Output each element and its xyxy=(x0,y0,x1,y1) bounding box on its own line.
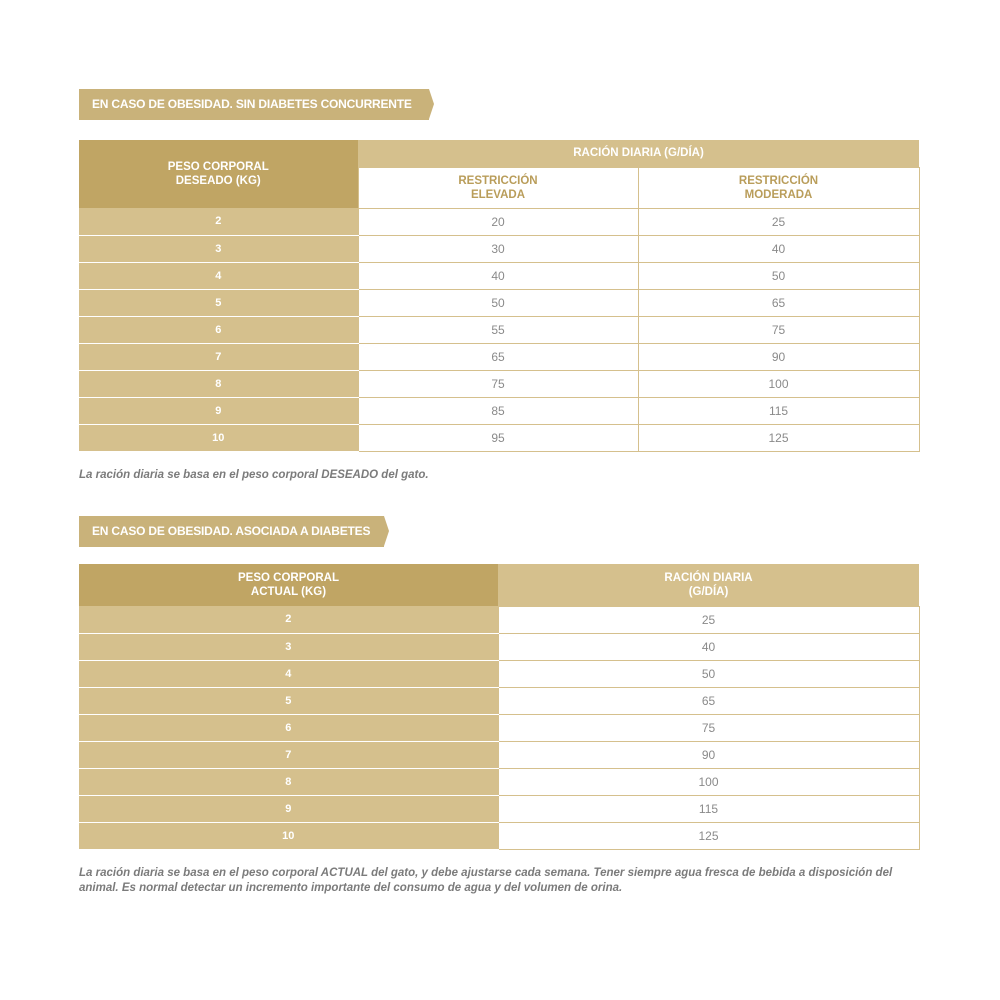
ration-cell: 50 xyxy=(498,660,919,687)
weight-cell: 6 xyxy=(79,316,358,343)
high-cell: 55 xyxy=(358,316,638,343)
moderate-cell: 115 xyxy=(638,397,919,424)
high-cell: 75 xyxy=(358,370,638,397)
high-cell: 50 xyxy=(358,289,638,316)
section1-banner: EN CASO DE OBESIDAD. SIN DIABETES CONCURRENTE xyxy=(79,89,429,120)
ration-cell: 100 xyxy=(498,768,919,795)
ration-cell: 115 xyxy=(498,795,919,822)
table-row xyxy=(79,424,919,451)
table-row xyxy=(79,289,919,316)
section1-note: La ración diaria se basa en el peso corporal DESEADO del gato. xyxy=(79,469,429,481)
high-cell: 30 xyxy=(358,235,638,262)
weight-cell: 9 xyxy=(79,795,498,822)
weight-cell: 5 xyxy=(79,687,498,714)
table-row xyxy=(79,208,919,235)
moderate-cell: 65 xyxy=(638,289,919,316)
ration-cell: 125 xyxy=(498,822,919,849)
table-row xyxy=(79,606,919,633)
ration-table-diabetes xyxy=(79,564,920,850)
moderate-cell: 100 xyxy=(638,370,919,397)
table-row xyxy=(79,633,919,660)
moderate-cell: 50 xyxy=(638,262,919,289)
header-weight-desired: PESO CORPORAL DESEADO (KG) xyxy=(79,140,358,208)
weight-cell: 10 xyxy=(79,424,358,451)
weight-cell: 4 xyxy=(79,262,358,289)
header-high-restriction: RESTRICCIÓN ELEVADA xyxy=(358,167,638,208)
table-row xyxy=(79,795,919,822)
weight-cell: 7 xyxy=(79,741,498,768)
high-cell: 95 xyxy=(358,424,638,451)
moderate-cell: 75 xyxy=(638,316,919,343)
header-daily-ration: RACIÓN DIARIA (G/DÍA) xyxy=(358,140,919,167)
weight-cell: 8 xyxy=(79,370,358,397)
header-moderate-restriction: RESTRICCIÓN MODERADA xyxy=(638,167,919,208)
weight-cell: 9 xyxy=(79,397,358,424)
table-row xyxy=(79,687,919,714)
table-row xyxy=(79,370,919,397)
table-row xyxy=(79,768,919,795)
moderate-cell: 125 xyxy=(638,424,919,451)
header-daily-ration: RACIÓN DIARIA (G/DÍA) xyxy=(498,564,919,606)
high-cell: 85 xyxy=(358,397,638,424)
ration-cell: 65 xyxy=(498,687,919,714)
weight-cell: 10 xyxy=(79,822,498,849)
table-row xyxy=(79,397,919,424)
weight-cell: 8 xyxy=(79,768,498,795)
section2-note: La ración diaria se basa en el peso corporal ACTUAL del gato, y debe ajustarse cada semana. Tener siempre agua fresca de bebida a disposición del animal. Es normal detectar un incremento importante del consumo de agua y del volumen de orina. xyxy=(79,867,893,894)
weight-cell: 7 xyxy=(79,343,358,370)
moderate-cell: 25 xyxy=(638,208,919,235)
high-cell: 65 xyxy=(358,343,638,370)
weight-cell: 6 xyxy=(79,714,498,741)
weight-cell: 4 xyxy=(79,660,498,687)
section2-banner: EN CASO DE OBESIDAD. ASOCIADA A DIABETES xyxy=(79,516,384,547)
header-weight-actual: PESO CORPORAL ACTUAL (KG) xyxy=(79,564,498,606)
moderate-cell: 40 xyxy=(638,235,919,262)
table-row xyxy=(79,822,919,849)
table-row xyxy=(79,262,919,289)
weight-cell: 2 xyxy=(79,606,498,633)
ration-cell: 25 xyxy=(498,606,919,633)
table-row xyxy=(79,343,919,370)
table-row xyxy=(79,714,919,741)
weight-cell: 3 xyxy=(79,633,498,660)
table-row xyxy=(79,316,919,343)
weight-cell: 5 xyxy=(79,289,358,316)
table-row xyxy=(79,660,919,687)
ration-cell: 75 xyxy=(498,714,919,741)
ration-cell: 90 xyxy=(498,741,919,768)
table-row xyxy=(79,741,919,768)
table-row xyxy=(79,235,919,262)
weight-cell: 2 xyxy=(79,208,358,235)
weight-cell: 3 xyxy=(79,235,358,262)
moderate-cell: 90 xyxy=(638,343,919,370)
ration-table-no-diabetes xyxy=(79,140,920,452)
high-cell: 40 xyxy=(358,262,638,289)
high-cell: 20 xyxy=(358,208,638,235)
ration-cell: 40 xyxy=(498,633,919,660)
